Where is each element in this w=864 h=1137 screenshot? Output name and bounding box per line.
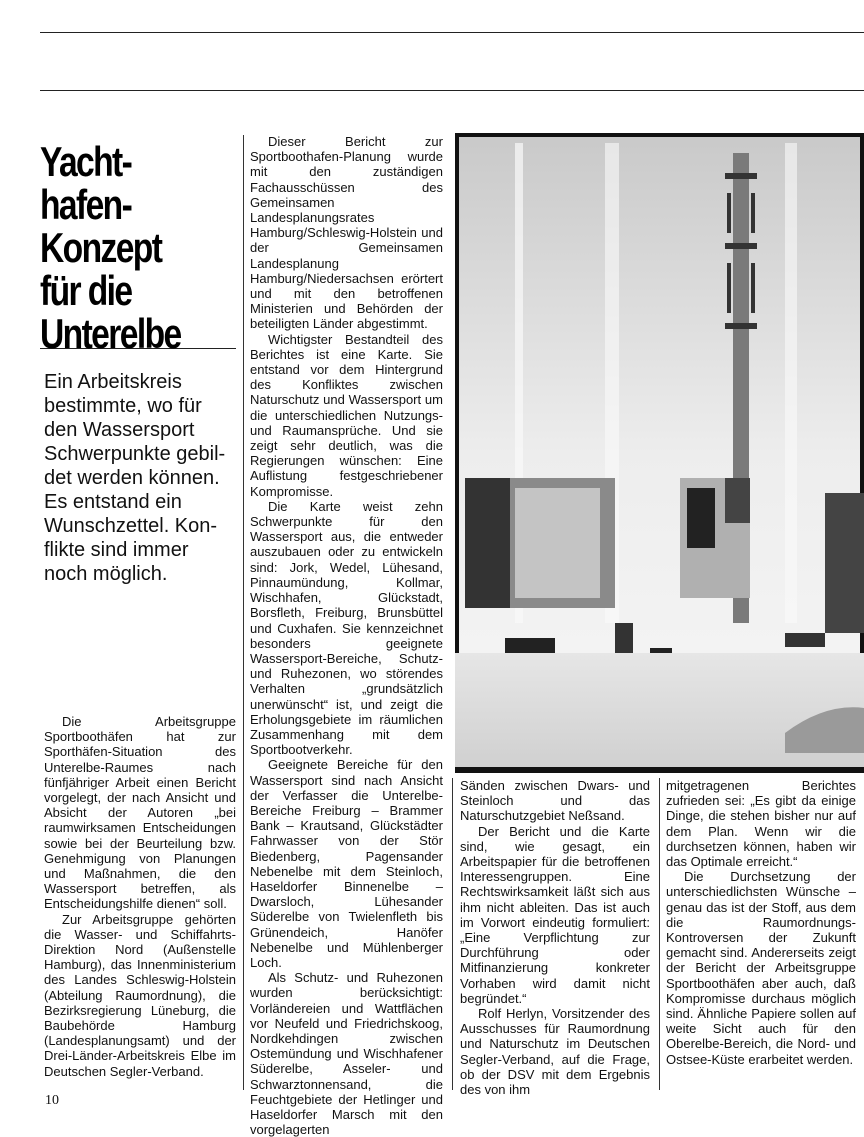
top-rule-2 [40, 90, 864, 91]
paragraph: Die Arbeitsgruppe Sportboothäfen hat zur Sporthäfen-Situation des Unterelbe-Raumes nach fünfjähriger Arbeit einen Bericht vorgelegt, der nach Ansicht und Absicht der Autoren „bei raumwirksamen Entscheidungen sowie bei der Beurteilung bzw. Genehmigung von Planungen und Maßnahmen, die den Wassersport betreffen, als Entscheidungshilfe dienen“ soll. [44, 714, 236, 912]
paragraph: Der Bericht und die Karte sind, wie gesagt, ein Arbeitspapier für die betroffenen Interessengruppen. Eine Rechtswirksamkeit läßt sich aus ihm nicht ableiten. Das ist auch im Vorwort eindeutig formuliert: „Eine Verpflichtung zur Durchführung oder Mitfinanzierung konkreter Vorhaben wird damit nicht begründet.“ [460, 823, 650, 1006]
paragraph: Dieser Bericht zur Sportboothafen-Planung wurde mit den zuständigen Fachausschüssen des Gemeinsamen Landesplanungsrates Hamburg/Schleswig-Holstein und der Gemeinsamen Landesplanung Hamburg/Niedersachsen erörtert und mit den betroffenen Ministerien und Behörden der beteiligten Länder abgestimmt. [250, 134, 443, 332]
harbor-photo-illustration [455, 133, 864, 773]
column-divider-3 [659, 778, 660, 1090]
top-rule-1 [40, 32, 864, 33]
column-2 [250, 134, 443, 1137]
headline: Yacht- hafen- Konzept für die Unterelbe [40, 138, 181, 357]
paragraph: Geeignete Bereiche für den Wassersport sind nach Ansicht der Verfasser die Unterelbe-Bereiche Freiburg – Brammer Bank – Krautsand, Glückstädter Fahrwasser von der Stör Biedenberg, Pagensander Nebenelbe mit dem Steinloch, Haseldorfer Binnenelbe – Dwarsloch, Lühesander Süderelbe von Twielenfleth bis Grünendeich, Hanöfer Nebenelbe und Mühlenberger Loch. [250, 757, 443, 970]
paragraph: Wichtigster Bestandteil des Berichtes ist eine Karte. Sie entstand vor dem Hintergrund des Konfliktes zwischen Naturschutz und Wassersport um die unterschiedlichen Nutzungs- und Raumansprüche. Und sie zeigt sehr deutlich, was die Regierungen wünschen: Eine Auflistung festgeschriebener Kompromisse. [250, 331, 443, 499]
column-divider-2 [452, 778, 453, 1090]
paragraph: mitgetragenen Berichtes zufrieden sei: „Es gibt da einige Dinge, die stehen bisher nur auf dem Plan. Wenn wir die durchsetzen können, haben wir das Optimale erreicht.“ [666, 778, 856, 870]
paragraph: Die Durchsetzung der unterschiedlichsten Wünsche – genau das ist der Stoff, aus dem die Raumordnungs-Kontroversen der Zukunft gemacht sind. Andererseits zeigt der Bericht der Arbeitsgruppe Sportboothäfen aber auch, daß Kompromisse durchaus möglich sind. Ähnliche Papiere sollen auf weite Sicht auch für den Oberelbe-Bereich, die Nord- und Ostsee-Küste erarbeitet werden. [666, 869, 856, 1067]
paragraph: Rolf Herlyn, Vorsitzender des Ausschusses für Raumordnung und Naturschutz im Deutschen Segler-Verband, auf die Frage, ob der DSV mit dem Ergebnis des von ihm [460, 1006, 650, 1098]
column-divider-1 [243, 135, 244, 1090]
column-4 [666, 778, 856, 1067]
harbor-photo [455, 133, 864, 773]
page-number: 10 [45, 1093, 59, 1108]
paragraph: Die Karte weist zehn Schwerpunkte für den Wassersport aus, die entweder auszubauen oder zu entwickeln sind: Jork, Wedel, Lühesand, Pinnaumündung, Kollmar, Wischhafen, Glückstadt, Borsfleth, Freiburg, Brunsbüttel und Cuxhafen. Sie kennzeichnet besonders geeignete Wassersport-Bereiche, Schutz- und Ruhezonen, wo störendes Verhalten „grundsätzlich unerwünscht“ ist, und zeigt die Erholungsgebiete im räumlichen Zusammenhang mit dem Sportbootverkehr. [250, 498, 443, 758]
column-3 [460, 778, 650, 1097]
paragraph: Zur Arbeitsgruppe gehörten die Wasser- und Schiffahrts-Direktion Nord (Außenstelle Hamburg), das Innenministerium des Landes Schleswig-Holstein (Abteilung Raumordnung), die Bezirksregierung Lüneburg, die Baubehörde Hamburg (Landesplanungsamt) und der Drei-Länder-Arbeitskreis Elbe im Deutschen Segler-Verband. [44, 911, 236, 1079]
column-1 [44, 714, 236, 1079]
paragraph: Sänden zwischen Dwars- und Steinloch und das Naturschutzgebiet Neßsand. [460, 778, 650, 824]
paragraph: Als Schutz- und Ruhezonen wurden berücksichtigt: Vorländereien und Wattflächen vor Neufeld und Friedrichskoog, Nordkehdingen zwischen Ostemündung und Wischhafener Süderelbe, Asseler- und Schwarztonnensand, die Feuchtgebiete der Hetlinger und Haseldorfer Marsch mit den vorgelagerten [250, 970, 443, 1137]
deck: Ein Arbeitskreis bestimmte, wo für den Wassersport Schwerpunkte gebil- det werden können. Es entstand ein Wunschzettel. Kon- flikte sind immer noch möglich. [44, 371, 226, 585]
